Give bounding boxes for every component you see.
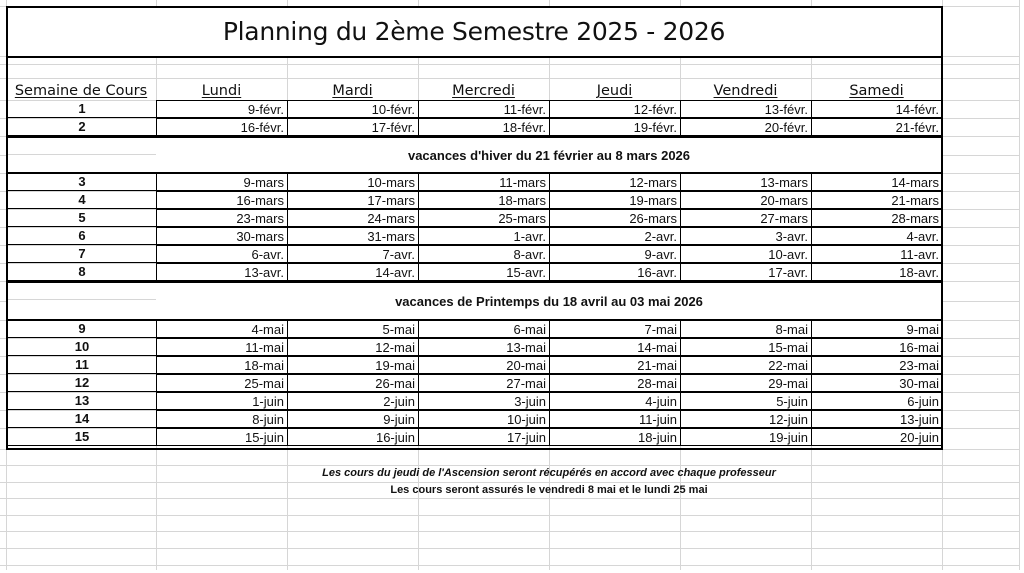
date-cell[interactable]: 8-avr. xyxy=(418,245,550,263)
week-number-cell[interactable]: 13 xyxy=(6,392,156,410)
week-number-cell[interactable]: 10 xyxy=(6,338,156,356)
date-cell[interactable]: 23-mai xyxy=(811,356,943,374)
date-cell[interactable]: 27-mai xyxy=(418,374,550,392)
date-cell[interactable]: 14-mars xyxy=(811,173,943,191)
date-cell[interactable]: 12-mars xyxy=(549,173,681,191)
page-title[interactable]: Planning du 2ème Semestre 2025 - 2026 xyxy=(222,16,726,46)
date-cell[interactable]: 9-mai xyxy=(811,320,943,338)
column-header-2[interactable]: Mardi xyxy=(332,83,373,99)
week-number-cell[interactable]: 6 xyxy=(6,227,156,245)
date-cell[interactable]: 11-avr. xyxy=(811,245,943,263)
date-cell[interactable]: 24-mars xyxy=(287,209,419,227)
date-cell[interactable]: 18-avr. xyxy=(811,263,943,281)
week-number-cell[interactable]: 11 xyxy=(6,356,156,374)
date-cell[interactable]: 23-mars xyxy=(156,209,288,227)
date-cell[interactable]: 4-avr. xyxy=(811,227,943,245)
date-cell[interactable]: 17-avr. xyxy=(680,263,812,281)
date-cell[interactable]: 11-mars xyxy=(418,173,550,191)
date-cell[interactable]: 14-avr. xyxy=(287,263,419,281)
date-cell[interactable]: 16-avr. xyxy=(549,263,681,281)
date-cell[interactable]: 7-mai xyxy=(549,320,681,338)
date-cell[interactable]: 20-févr. xyxy=(680,118,812,136)
grid-hline xyxy=(0,449,1020,450)
date-cell[interactable]: 9-avr. xyxy=(549,245,681,263)
date-cell[interactable]: 9-mars xyxy=(156,173,288,191)
column-header-3[interactable]: Mercredi xyxy=(452,83,515,99)
date-cell[interactable]: 31-mars xyxy=(287,227,419,245)
date-cell[interactable]: 15-juin xyxy=(156,428,288,446)
date-cell[interactable]: 1-juin xyxy=(156,392,288,410)
date-cell[interactable]: 19-mars xyxy=(549,191,681,209)
date-cell[interactable]: 16-juin xyxy=(287,428,419,446)
note-assured-days[interactable]: Les cours seront assurés le vendredi 8 mai et le lundi 25 mai xyxy=(390,484,708,496)
week-number-cell[interactable]: 8 xyxy=(6,263,156,281)
date-cell[interactable]: 30-mai xyxy=(811,374,943,392)
date-cell[interactable]: 14-févr. xyxy=(811,100,943,118)
date-cell[interactable]: 21-mai xyxy=(549,356,681,374)
date-cell[interactable]: 9-juin xyxy=(287,410,419,428)
date-cell[interactable]: 20-mai xyxy=(418,356,550,374)
date-cell[interactable]: 13-mars xyxy=(680,173,812,191)
date-cell[interactable]: 13-mai xyxy=(418,338,550,356)
grid-hline xyxy=(0,498,1020,499)
date-cell[interactable]: 6-mai xyxy=(418,320,550,338)
date-cell[interactable]: 6-avr. xyxy=(156,245,288,263)
column-header-5[interactable]: Vendredi xyxy=(713,83,778,99)
date-cell[interactable]: 6-juin xyxy=(811,392,943,410)
grid-hline xyxy=(0,548,1020,549)
date-cell[interactable]: 2-juin xyxy=(287,392,419,410)
winter-holiday-banner[interactable]: vacances d'hiver du 21 février au 8 mars 2026 xyxy=(407,148,691,163)
date-cell[interactable]: 12-mai xyxy=(287,338,419,356)
date-cell[interactable]: 19-mai xyxy=(287,356,419,374)
date-cell[interactable]: 21-févr. xyxy=(811,118,943,136)
spacer-row xyxy=(6,57,943,78)
date-cell[interactable]: 19-juin xyxy=(680,428,812,446)
column-header-4[interactable]: Jeudi xyxy=(596,83,633,99)
date-cell[interactable]: 21-mars xyxy=(811,191,943,209)
grid-hline xyxy=(0,565,1020,566)
note-ascension[interactable]: Les cours du jeudi de l'Ascension seront récupérés en accord avec chaque professeur xyxy=(322,467,776,479)
date-cell[interactable]: 19-févr. xyxy=(549,118,681,136)
column-header-0[interactable]: Semaine de Cours xyxy=(14,83,148,99)
date-cell[interactable]: 10-juin xyxy=(418,410,550,428)
date-cell[interactable]: 12-juin xyxy=(680,410,812,428)
date-cell[interactable]: 13-févr. xyxy=(680,100,812,118)
date-cell[interactable]: 25-mars xyxy=(418,209,550,227)
grid-hline xyxy=(6,299,156,300)
date-cell[interactable]: 18-mars xyxy=(418,191,550,209)
date-cell[interactable]: 12-févr. xyxy=(549,100,681,118)
date-cell[interactable]: 16-mai xyxy=(811,338,943,356)
date-cell[interactable]: 8-juin xyxy=(156,410,288,428)
column-header-6[interactable]: Samedi xyxy=(849,83,904,99)
date-cell[interactable]: 17-févr. xyxy=(287,118,419,136)
week-number-cell[interactable]: 4 xyxy=(6,191,156,209)
date-cell[interactable]: 28-mai xyxy=(549,374,681,392)
date-cell[interactable]: 17-juin xyxy=(418,428,550,446)
spring-holiday-banner[interactable]: vacances de Printemps du 18 avril au 03 mai 2026 xyxy=(395,294,703,309)
week-number-cell[interactable]: 14 xyxy=(6,410,156,428)
date-cell[interactable]: 22-mai xyxy=(680,356,812,374)
week-number-cell[interactable]: 3 xyxy=(6,173,156,191)
week-number-cell[interactable]: 2 xyxy=(6,118,156,136)
date-cell[interactable]: 13-avr. xyxy=(156,263,288,281)
date-cell[interactable]: 4-juin xyxy=(549,392,681,410)
date-cell[interactable]: 10-mars xyxy=(287,173,419,191)
date-cell[interactable]: 14-mai xyxy=(549,338,681,356)
week-number-cell[interactable]: 5 xyxy=(6,209,156,227)
grid-vline xyxy=(1019,0,1020,570)
date-cell[interactable]: 11-févr. xyxy=(418,100,550,118)
grid-hline xyxy=(0,531,1020,532)
date-cell[interactable]: 3-avr. xyxy=(680,227,812,245)
date-cell[interactable]: 5-juin xyxy=(680,392,812,410)
date-cell[interactable]: 20-mars xyxy=(680,191,812,209)
date-cell[interactable]: 26-mai xyxy=(287,374,419,392)
week-number-cell[interactable]: 9 xyxy=(6,320,156,338)
date-cell[interactable]: 26-mars xyxy=(549,209,681,227)
date-cell[interactable]: 15-mai xyxy=(680,338,812,356)
week-number-cell[interactable]: 12 xyxy=(6,374,156,392)
date-cell[interactable]: 17-mars xyxy=(287,191,419,209)
date-cell[interactable]: 2-avr. xyxy=(549,227,681,245)
date-cell[interactable]: 18-mai xyxy=(156,356,288,374)
date-cell[interactable]: 4-mai xyxy=(156,320,288,338)
date-cell[interactable]: 15-avr. xyxy=(418,263,550,281)
grid-hline xyxy=(6,154,156,155)
date-cell[interactable]: 13-juin xyxy=(811,410,943,428)
date-cell[interactable]: 18-juin xyxy=(549,428,681,446)
date-cell[interactable]: 3-juin xyxy=(418,392,550,410)
date-cell[interactable]: 10-avr. xyxy=(680,245,812,263)
date-cell[interactable]: 9-févr. xyxy=(156,100,288,118)
grid-hline xyxy=(0,515,1020,516)
date-cell[interactable]: 25-mai xyxy=(156,374,288,392)
date-cell[interactable]: 16-mars xyxy=(156,191,288,209)
date-cell[interactable]: 11-juin xyxy=(549,410,681,428)
date-cell[interactable]: 30-mars xyxy=(156,227,288,245)
date-cell[interactable]: 8-mai xyxy=(680,320,812,338)
week-number-cell[interactable]: 15 xyxy=(6,428,156,446)
date-cell[interactable]: 20-juin xyxy=(811,428,943,446)
date-cell[interactable]: 28-mars xyxy=(811,209,943,227)
date-cell[interactable]: 18-févr. xyxy=(418,118,550,136)
date-cell[interactable]: 11-mai xyxy=(156,338,288,356)
week-number-cell[interactable]: 1 xyxy=(6,100,156,118)
date-cell[interactable]: 7-avr. xyxy=(287,245,419,263)
date-cell[interactable]: 27-mars xyxy=(680,209,812,227)
date-cell[interactable]: 29-mai xyxy=(680,374,812,392)
date-cell[interactable]: 5-mai xyxy=(287,320,419,338)
date-cell[interactable]: 1-avr. xyxy=(418,227,550,245)
column-header-1[interactable]: Lundi xyxy=(201,83,242,99)
week-number-cell[interactable]: 7 xyxy=(6,245,156,263)
date-cell[interactable]: 16-févr. xyxy=(156,118,288,136)
date-cell[interactable]: 10-févr. xyxy=(287,100,419,118)
